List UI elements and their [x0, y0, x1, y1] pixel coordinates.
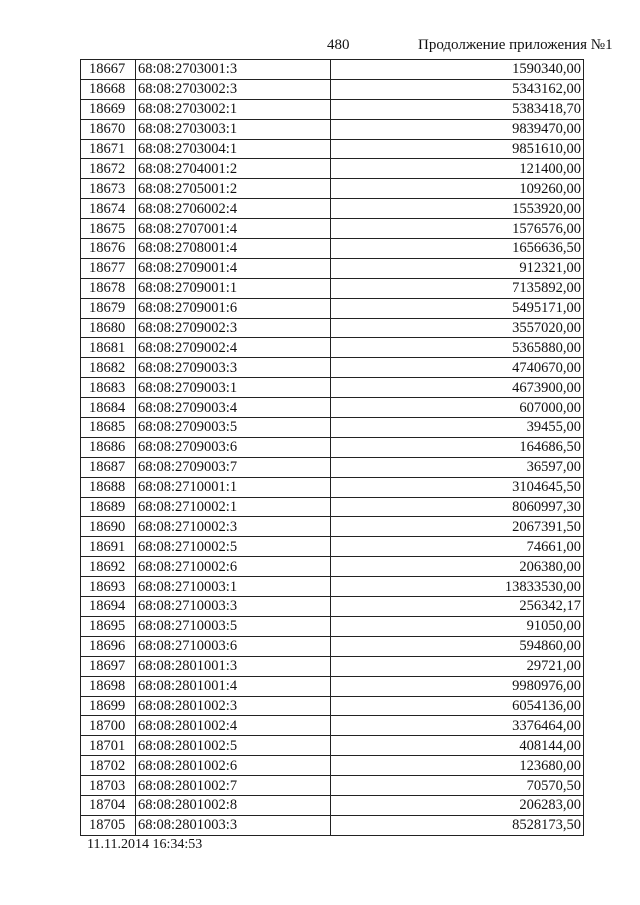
- cadastral-number-cell: 68:08:2709003:4: [136, 398, 331, 418]
- table-row: [81, 616, 584, 636]
- table-row: [81, 517, 584, 537]
- table-row: [81, 99, 584, 119]
- cadastral-number-cell: 68:08:2801002:8: [136, 795, 331, 815]
- cadastral-number-cell: 68:08:2707001:4: [136, 219, 331, 239]
- cadastral-number-cell: 68:08:2703001:3: [136, 60, 331, 80]
- row-number-cell: 18693: [81, 577, 136, 597]
- cadastral-number-cell: 68:08:2703004:1: [136, 139, 331, 159]
- cadastral-number-cell: 68:08:2710002:6: [136, 557, 331, 577]
- row-number-cell: 18694: [81, 597, 136, 617]
- table-row: [81, 795, 584, 815]
- row-number-cell: 18679: [81, 298, 136, 318]
- row-number-cell: 18703: [81, 776, 136, 796]
- table-row: [81, 636, 584, 656]
- cadastral-value-cell: 5495171,00: [331, 298, 584, 318]
- row-number-cell: 18688: [81, 477, 136, 497]
- cadastral-value-cell: 29721,00: [331, 656, 584, 676]
- cadastral-number-cell: 68:08:2801002:5: [136, 736, 331, 756]
- cadastral-number-cell: 68:08:2709001:4: [136, 258, 331, 278]
- table-row: [81, 597, 584, 617]
- cadastral-number-cell: 68:08:2708001:4: [136, 239, 331, 259]
- cadastral-value-cell: 123680,00: [331, 756, 584, 776]
- cadastral-value-cell: 1553920,00: [331, 199, 584, 219]
- cadastral-number-cell: 68:08:2709001:6: [136, 298, 331, 318]
- cadastral-number-cell: 68:08:2801003:3: [136, 815, 331, 835]
- cadastral-value-cell: 2067391,50: [331, 517, 584, 537]
- table-row: [81, 418, 584, 438]
- table-row: [81, 358, 584, 378]
- table-row: [81, 437, 584, 457]
- row-number-cell: 18689: [81, 497, 136, 517]
- row-number-cell: 18687: [81, 457, 136, 477]
- cadastral-value-cell: 3376464,00: [331, 716, 584, 736]
- cadastral-number-cell: 68:08:2710003:5: [136, 616, 331, 636]
- row-number-cell: 18667: [81, 60, 136, 80]
- row-number-cell: 18672: [81, 159, 136, 179]
- row-number-cell: 18690: [81, 517, 136, 537]
- row-number-cell: 18678: [81, 278, 136, 298]
- cadastral-number-cell: 68:08:2709003:6: [136, 437, 331, 457]
- cadastral-number-cell: 68:08:2703003:1: [136, 119, 331, 139]
- cadastral-value-cell: 912321,00: [331, 258, 584, 278]
- row-number-cell: 18695: [81, 616, 136, 636]
- row-number-cell: 18681: [81, 338, 136, 358]
- cadastral-number-cell: 68:08:2704001:2: [136, 159, 331, 179]
- row-number-cell: 18692: [81, 557, 136, 577]
- cadastral-number-cell: 68:08:2709003:7: [136, 457, 331, 477]
- cadastral-value-cell: 13833530,00: [331, 577, 584, 597]
- table-row: [81, 557, 584, 577]
- cadastral-number-cell: 68:08:2710002:5: [136, 537, 331, 557]
- table-row: [81, 378, 584, 398]
- table-row: [81, 815, 584, 835]
- cadastral-value-cell: 206283,00: [331, 795, 584, 815]
- cadastral-value-cell: 74661,00: [331, 537, 584, 557]
- table-row: [81, 716, 584, 736]
- table-row: [81, 258, 584, 278]
- table-row: [81, 756, 584, 776]
- cadastral-number-cell: 68:08:2703002:1: [136, 99, 331, 119]
- table-row: [81, 179, 584, 199]
- appendix-label: Продолжение приложения №1: [418, 37, 613, 53]
- table-row: [81, 398, 584, 418]
- table-row: [81, 139, 584, 159]
- cadastral-number-cell: 68:08:2709003:5: [136, 418, 331, 438]
- cadastral-value-cell: 36597,00: [331, 457, 584, 477]
- table-row: [81, 656, 584, 676]
- table-row: [81, 79, 584, 99]
- cadastral-number-cell: 68:08:2710003:3: [136, 597, 331, 617]
- cadastral-number-cell: 68:08:2801002:4: [136, 716, 331, 736]
- row-number-cell: 18704: [81, 795, 136, 815]
- cadastral-number-cell: 68:08:2709001:1: [136, 278, 331, 298]
- table-row: [81, 537, 584, 557]
- cadastral-value-cell: 3557020,00: [331, 318, 584, 338]
- row-number-cell: 18686: [81, 437, 136, 457]
- table-row: [81, 298, 584, 318]
- cadastral-value-cell: 7135892,00: [331, 278, 584, 298]
- cadastral-value-cell: 5383418,70: [331, 99, 584, 119]
- cadastral-value-cell: 70570,50: [331, 776, 584, 796]
- table-row: [81, 696, 584, 716]
- table-row: [81, 477, 584, 497]
- table-row: [81, 457, 584, 477]
- cadastral-number-cell: 68:08:2706002:4: [136, 199, 331, 219]
- row-number-cell: 18696: [81, 636, 136, 656]
- cadastral-number-cell: 68:08:2709002:3: [136, 318, 331, 338]
- row-number-cell: 18676: [81, 239, 136, 259]
- table-body: [81, 60, 584, 836]
- cadastral-value-cell: 6054136,00: [331, 696, 584, 716]
- row-number-cell: 18668: [81, 79, 136, 99]
- cadastral-value-cell: 109260,00: [331, 179, 584, 199]
- table-row: [81, 776, 584, 796]
- cadastral-number-cell: 68:08:2801002:3: [136, 696, 331, 716]
- cadastral-value-cell: 594860,00: [331, 636, 584, 656]
- cadastral-value-cell: 39455,00: [331, 418, 584, 438]
- row-number-cell: 18698: [81, 676, 136, 696]
- row-number-cell: 18680: [81, 318, 136, 338]
- table-row: [81, 60, 584, 80]
- cadastral-value-cell: 9839470,00: [331, 119, 584, 139]
- table-row: [81, 119, 584, 139]
- page-number: 480: [327, 37, 350, 53]
- row-number-cell: 18670: [81, 119, 136, 139]
- table-row: [81, 239, 584, 259]
- cadastral-number-cell: 68:08:2710002:3: [136, 517, 331, 537]
- cadastral-value-cell: 5343162,00: [331, 79, 584, 99]
- cadastral-number-cell: 68:08:2801002:6: [136, 756, 331, 776]
- row-number-cell: 18675: [81, 219, 136, 239]
- row-number-cell: 18691: [81, 537, 136, 557]
- table-row: [81, 497, 584, 517]
- row-number-cell: 18684: [81, 398, 136, 418]
- row-number-cell: 18697: [81, 656, 136, 676]
- row-number-cell: 18701: [81, 736, 136, 756]
- row-number-cell: 18682: [81, 358, 136, 378]
- cadastral-value-cell: 1656636,50: [331, 239, 584, 259]
- row-number-cell: 18702: [81, 756, 136, 776]
- cadastral-number-cell: 68:08:2801001:3: [136, 656, 331, 676]
- cadastral-value-table: [80, 59, 584, 836]
- cadastral-value-cell: 9851610,00: [331, 139, 584, 159]
- cadastral-value-cell: 4673900,00: [331, 378, 584, 398]
- cadastral-value-cell: 4740670,00: [331, 358, 584, 378]
- cadastral-value-cell: 408144,00: [331, 736, 584, 756]
- cadastral-value-cell: 8060997,30: [331, 497, 584, 517]
- cadastral-value-cell: 3104645,50: [331, 477, 584, 497]
- cadastral-value-cell: 256342,17: [331, 597, 584, 617]
- row-number-cell: 18683: [81, 378, 136, 398]
- cadastral-value-cell: 1590340,00: [331, 60, 584, 80]
- table-row: [81, 736, 584, 756]
- cadastral-value-cell: 9980976,00: [331, 676, 584, 696]
- table-row: [81, 318, 584, 338]
- row-number-cell: 18705: [81, 815, 136, 835]
- cadastral-number-cell: 68:08:2801001:4: [136, 676, 331, 696]
- cadastral-number-cell: 68:08:2710003:6: [136, 636, 331, 656]
- cadastral-number-cell: 68:08:2703002:3: [136, 79, 331, 99]
- row-number-cell: 18685: [81, 418, 136, 438]
- cadastral-number-cell: 68:08:2710003:1: [136, 577, 331, 597]
- cadastral-value-cell: 607000,00: [331, 398, 584, 418]
- table-row: [81, 577, 584, 597]
- table-row: [81, 159, 584, 179]
- row-number-cell: 18677: [81, 258, 136, 278]
- cadastral-value-cell: 206380,00: [331, 557, 584, 577]
- cadastral-value-cell: 8528173,50: [331, 815, 584, 835]
- table-row: [81, 278, 584, 298]
- cadastral-number-cell: 68:08:2801002:7: [136, 776, 331, 796]
- row-number-cell: 18673: [81, 179, 136, 199]
- cadastral-value-cell: 1576576,00: [331, 219, 584, 239]
- row-number-cell: 18700: [81, 716, 136, 736]
- cadastral-number-cell: 68:08:2710002:1: [136, 497, 331, 517]
- row-number-cell: 18669: [81, 99, 136, 119]
- cadastral-number-cell: 68:08:2709002:4: [136, 338, 331, 358]
- table-row: [81, 676, 584, 696]
- cadastral-number-cell: 68:08:2705001:2: [136, 179, 331, 199]
- row-number-cell: 18671: [81, 139, 136, 159]
- cadastral-number-cell: 68:08:2709003:3: [136, 358, 331, 378]
- cadastral-number-cell: 68:08:2709003:1: [136, 378, 331, 398]
- cadastral-number-cell: 68:08:2710001:1: [136, 477, 331, 497]
- cadastral-value-cell: 164686,50: [331, 437, 584, 457]
- cadastral-value-cell: 121400,00: [331, 159, 584, 179]
- cadastral-value-cell: 5365880,00: [331, 338, 584, 358]
- table-row: [81, 338, 584, 358]
- row-number-cell: 18699: [81, 696, 136, 716]
- table-row: [81, 219, 584, 239]
- print-timestamp: 11.11.2014 16:34:53: [87, 837, 203, 852]
- row-number-cell: 18674: [81, 199, 136, 219]
- table-row: [81, 199, 584, 219]
- cadastral-value-cell: 91050,00: [331, 616, 584, 636]
